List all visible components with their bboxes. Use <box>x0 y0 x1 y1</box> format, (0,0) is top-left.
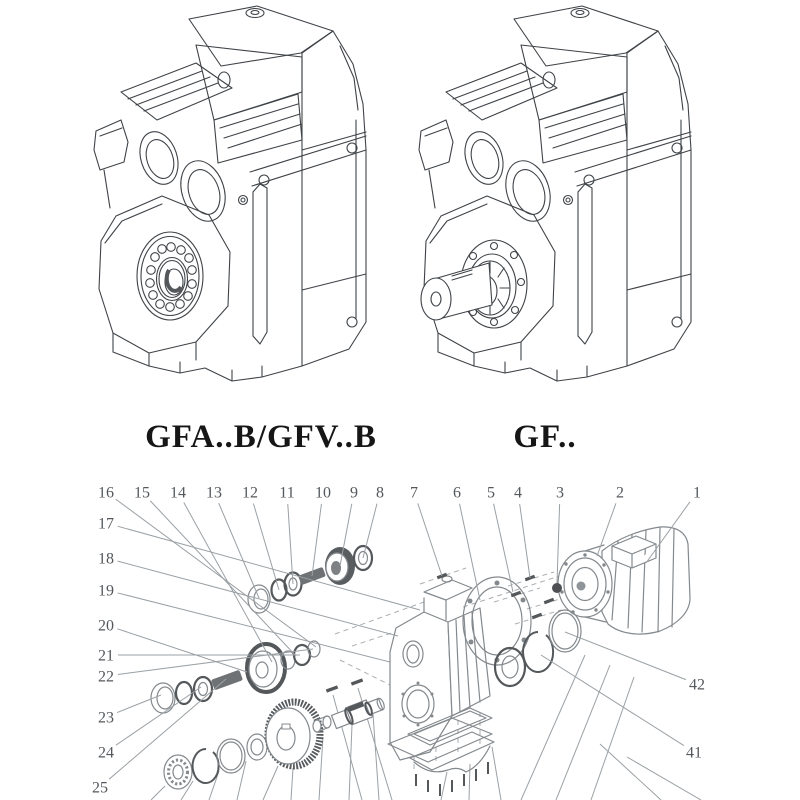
leader-line-4 <box>520 504 530 578</box>
edge-leader-line <box>556 665 610 800</box>
callout-label: 3 <box>556 484 564 502</box>
edge-leader-line <box>181 781 193 800</box>
output-shaft-exploded <box>331 695 387 731</box>
callout-label: 19 <box>98 582 114 600</box>
caption-left: GFA..B/GFV..B <box>145 419 377 455</box>
callout-label: 8 <box>376 484 384 502</box>
callout-label: 16 <box>98 484 114 502</box>
input-bearing <box>495 648 525 686</box>
edge-leader-line <box>441 772 447 800</box>
callout-label: 25 <box>92 779 108 797</box>
callout-label: 13 <box>206 484 222 502</box>
exploded-view <box>92 485 705 800</box>
callout-label: 41 <box>686 744 702 762</box>
callout-label: 12 <box>242 484 258 502</box>
callout-label: 15 <box>134 484 150 502</box>
edge-leader-line <box>291 768 293 800</box>
callout-label: 6 <box>453 484 461 502</box>
snap-ring <box>523 632 553 672</box>
callout-label: 18 <box>98 550 114 568</box>
coupling <box>552 583 562 593</box>
callout-label: 2 <box>616 484 624 502</box>
callout-label: 21 <box>98 647 114 665</box>
callout-label: 17 <box>98 515 114 533</box>
leader-line-7 <box>418 503 442 576</box>
leader-line-20 <box>117 629 247 672</box>
callout-label: 42 <box>689 676 705 694</box>
edge-leader-line <box>373 714 379 800</box>
callout-label: 11 <box>279 484 295 502</box>
output-flange-right <box>421 240 527 328</box>
gearbox-drawing-left <box>94 6 366 381</box>
leader-line-13 <box>219 503 259 598</box>
leader-line-12 <box>253 504 279 590</box>
leader-line-5 <box>494 504 513 592</box>
callout-label: 9 <box>350 484 358 502</box>
leader-line-41 <box>541 655 684 746</box>
gearbox-drawing-right <box>419 6 691 381</box>
callout-label: 10 <box>315 484 331 502</box>
leader-line-10 <box>312 504 321 576</box>
callout-label: 22 <box>98 668 114 686</box>
edge-leader-line <box>319 737 323 800</box>
leader-line-18 <box>118 561 398 636</box>
callout-label: 14 <box>170 484 186 502</box>
caption-right: GF.. <box>513 419 577 455</box>
callout-label: 7 <box>410 484 418 502</box>
callout-label: 23 <box>98 709 114 727</box>
callout-label: 20 <box>98 617 114 635</box>
leader-line-3 <box>557 504 560 583</box>
callout-label: 24 <box>98 744 114 762</box>
edge-leader-line <box>151 786 165 800</box>
output-bearing-left <box>137 232 203 320</box>
shim-ring <box>549 610 581 652</box>
leader-line-42 <box>565 632 686 680</box>
edge-leader-line <box>263 766 278 800</box>
callout-label: 5 <box>487 484 495 502</box>
callout-label: 4 <box>514 484 522 502</box>
edge-leader-line <box>492 747 501 800</box>
callout-label: 1 <box>693 484 701 502</box>
